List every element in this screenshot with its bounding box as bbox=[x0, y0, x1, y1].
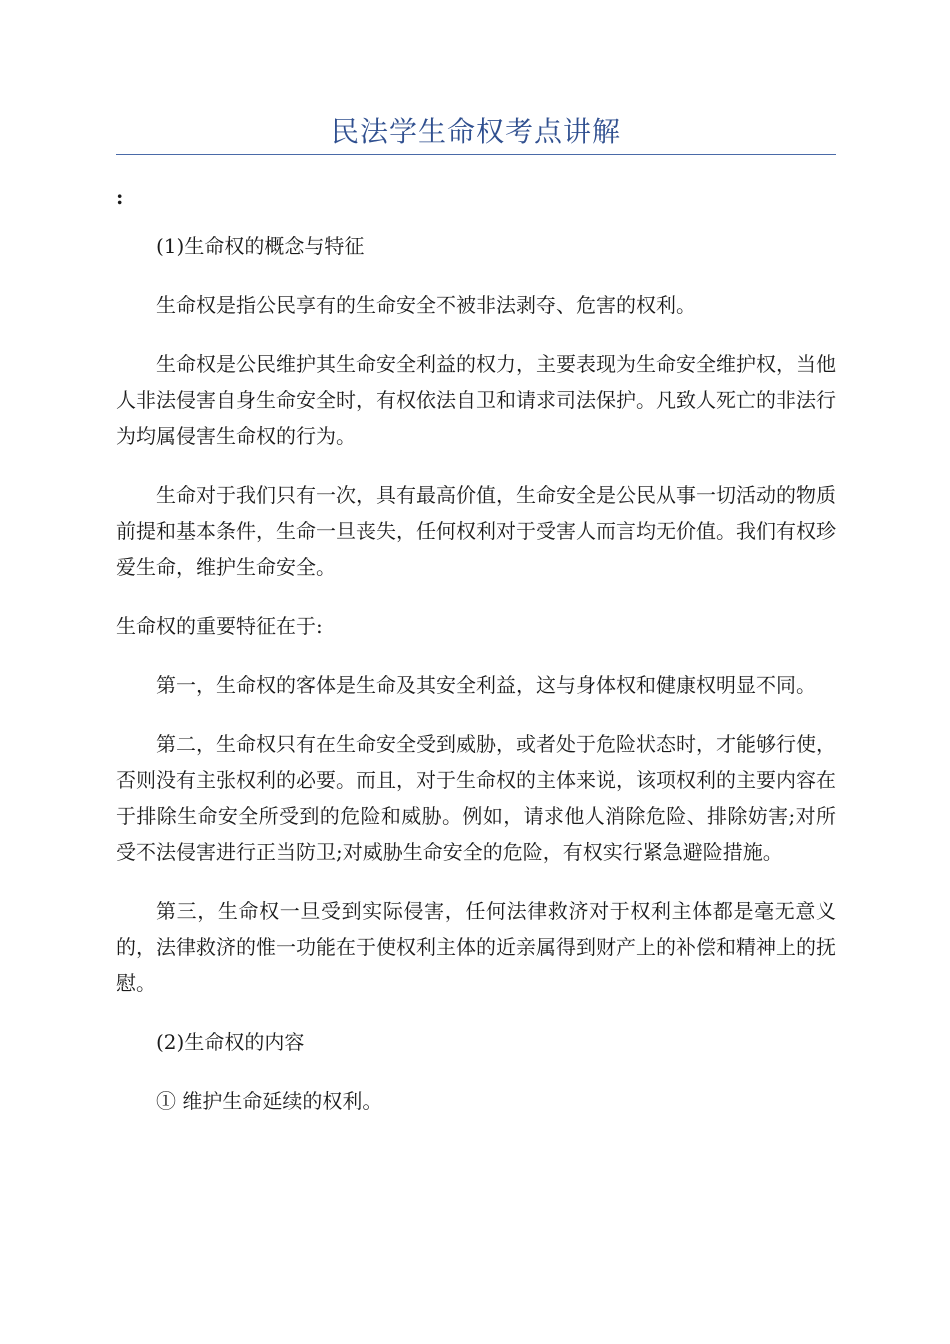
paragraph-8: 第三，生命权一旦受到实际侵害，任何法律救济对于权利主体都是毫无意义的，法律救济的惟一功能在于使权利主体的近亲属得到财产上的补偿和精神上的抚慰。 bbox=[116, 899, 836, 995]
paragraph-9: (2)生命权的内容 bbox=[156, 1030, 305, 1054]
paragraph-3: 生命权是公民维护其生命安全利益的权力，主要表现为生命安全维护权，当他人非法侵害自身生命安全时，有权依法自卫和请求司法保护。凡致人死亡的非法行为均属侵害生命权的行为。 bbox=[116, 352, 836, 448]
document-title: 民法学生命权考点讲解 bbox=[330, 115, 621, 148]
paragraph-7: 第二，生命权只有在生命安全受到威胁，或者处于危险状态时，才能够行使，否则没有主张权利的必要。而且，对于生命权的主体来说，该项权利的主要内容在于排除生命安全所受到的危险和威胁。例如，请求他人消除危险、排除妨害;对所受不法侵害进行正当防卫;对威胁生命安全的危险，有权实行紧急避险措施。 bbox=[116, 732, 836, 864]
paragraph-5: 生命权的重要特征在于: bbox=[116, 614, 323, 638]
paragraph-6: 第一，生命权的客体是生命及其安全利益，这与身体权和健康权明显不同。 bbox=[156, 673, 816, 697]
document-body bbox=[116, 228, 836, 1142]
paragraph-10: ① 维护生命延续的权利。 bbox=[156, 1089, 383, 1113]
lead-mark: : bbox=[116, 185, 124, 209]
paragraph-4: 生命对于我们只有一次，具有最高价值，生命安全是公民从事一切活动的物质前提和基本条件，生命一旦丧失，任何权利对于受害人而言均无价值。我们有权珍爱生命，维护生命安全。 bbox=[116, 483, 836, 579]
title-underline bbox=[116, 154, 836, 155]
paragraph-1: (1)生命权的概念与特征 bbox=[156, 234, 365, 258]
paragraph-2: 生命权是指公民享有的生命安全不被非法剥夺、危害的权利。 bbox=[156, 293, 696, 317]
